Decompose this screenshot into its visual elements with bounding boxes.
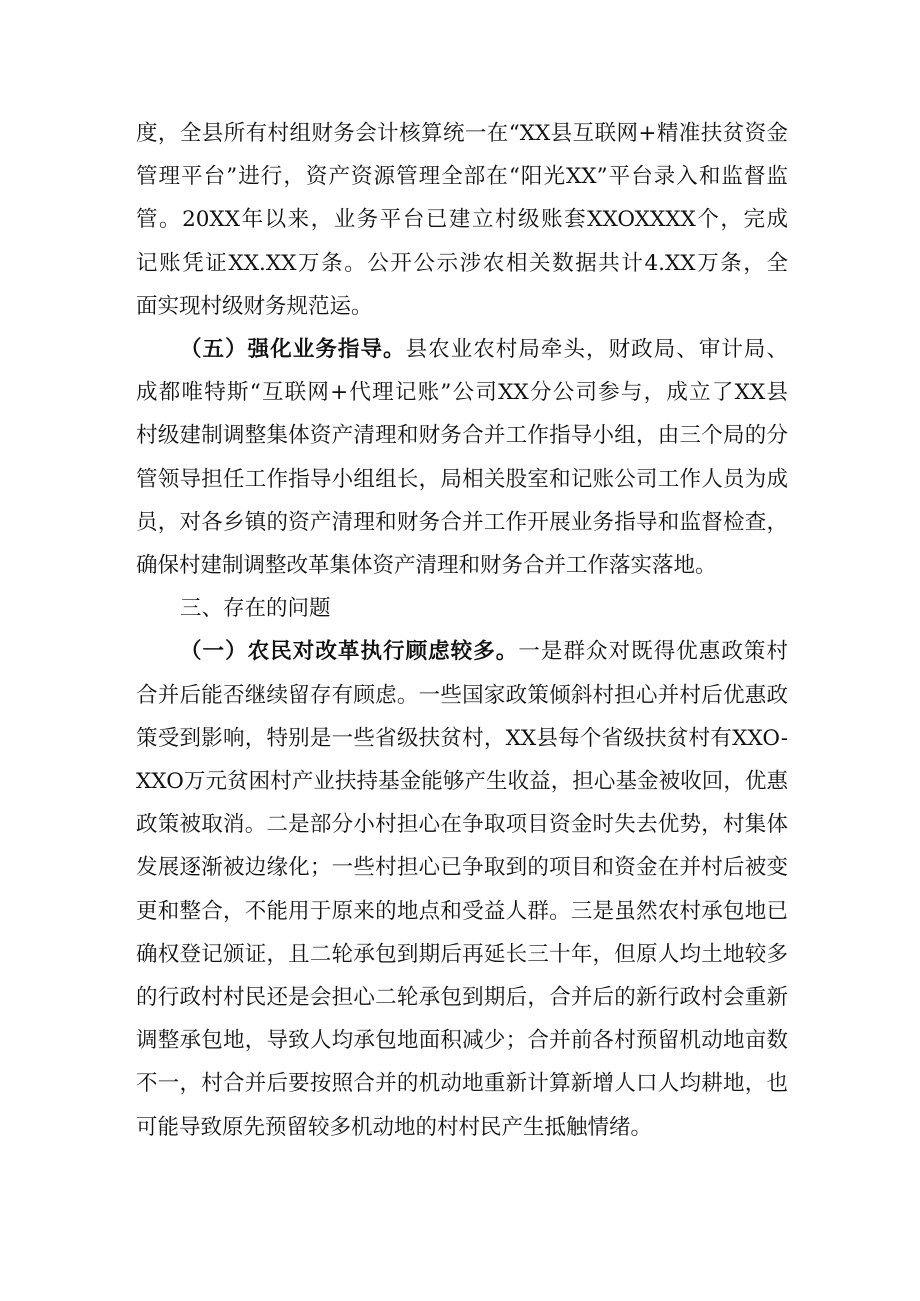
text-line: 更和整合，不能用于原来的地点和受益人群。三是虽然农村承包地已 [136,898,788,924]
text-line: 不一，村合并后要按照合并的机动地重新计算新增人口人均耕地，也 [136,1071,788,1097]
text-line: 度，全县所有村组财务会计核算统一在“XX县互联网+精准扶贫资金 [136,121,788,146]
text-line: 管。20XX年以来，业务平台已建立村级账套XXOXXXX个，完成 [136,207,788,233]
text-line [136,630,788,673]
text-line: 策受到影响，特别是一些省级扶贫村，XX县每个省级扶贫村有XXO- [136,725,788,751]
section-heading-problems: 三、存在的问题 [180,596,331,622]
text-line: 确保村建制调整改革集体资产清理和财务合并工作落实落地。 [136,553,717,579]
section-1-title: （一）农民对改革执行顾虑较多。 [180,639,519,665]
text-line: 的行政村村民还是会担心二轮承包到期后，合并后的新行政村会重新 [136,985,788,1011]
text-line: 村级建制调整集体资产清理和财务合并工作指导小组，由三个局的分 [136,423,788,449]
text-line: 确权登记颁证，且二轮承包到期后再延长三十年，但原人均土地较多 [136,941,788,967]
text-line: 管理平台”进行，资产资源管理全部在“阳光XX”平台录入和监督监 [136,164,788,190]
section-5-title: （五）强化业务指导。 [180,337,406,363]
text-line: 可能导致原先预留较多机动地的村村民产生抵触情绪。 [136,1114,653,1140]
text-line: XXO万元贫困村产业扶持基金能够产生收益，担心基金被收回，优惠 [136,769,788,795]
text-line: 记账凭证XX.XX万条。公开公示涉农相关数据共计4.XX万条，全 [136,250,788,276]
text-line: 成都唯特斯“互联网+代理记账”公司XX分公司参与，成立了XX县 [136,380,788,406]
text-line: 政策被取消。二是部分小村担心在争取项目资金时失去优势，村集体 [136,812,788,838]
text-line [136,328,788,371]
paragraph-financial-platform [136,112,788,328]
document-page [136,112,788,1149]
text-line: 调整承包地，导致人均承包地面积减少；合并前各村预留机动地亩数 [136,1028,788,1054]
section-1-text: 一是群众对既得优惠政策村 [518,639,788,665]
section-5-text: 县农业农村局牵头，财政局、审计局、 [405,337,788,363]
text-line: 合并后能否继续留存有顾虑。一些国家政策倾斜村担心并村后优惠政 [136,682,788,708]
text-line: 管领导担任工作指导小组组长，局相关股室和记账公司工作人员为成 [136,466,788,492]
text-line: 发展逐渐被边缘化；一些村担心已争取到的项目和资金在并村后被变 [136,855,788,881]
paragraph-section-5 [136,328,788,587]
paragraph-section-1 [136,630,788,1148]
text-line: 员，对各乡镇的资产清理和财务合并工作开展业务指导和监督检查， [136,509,788,535]
text-line: 面实现村级财务规范运。 [136,293,373,319]
